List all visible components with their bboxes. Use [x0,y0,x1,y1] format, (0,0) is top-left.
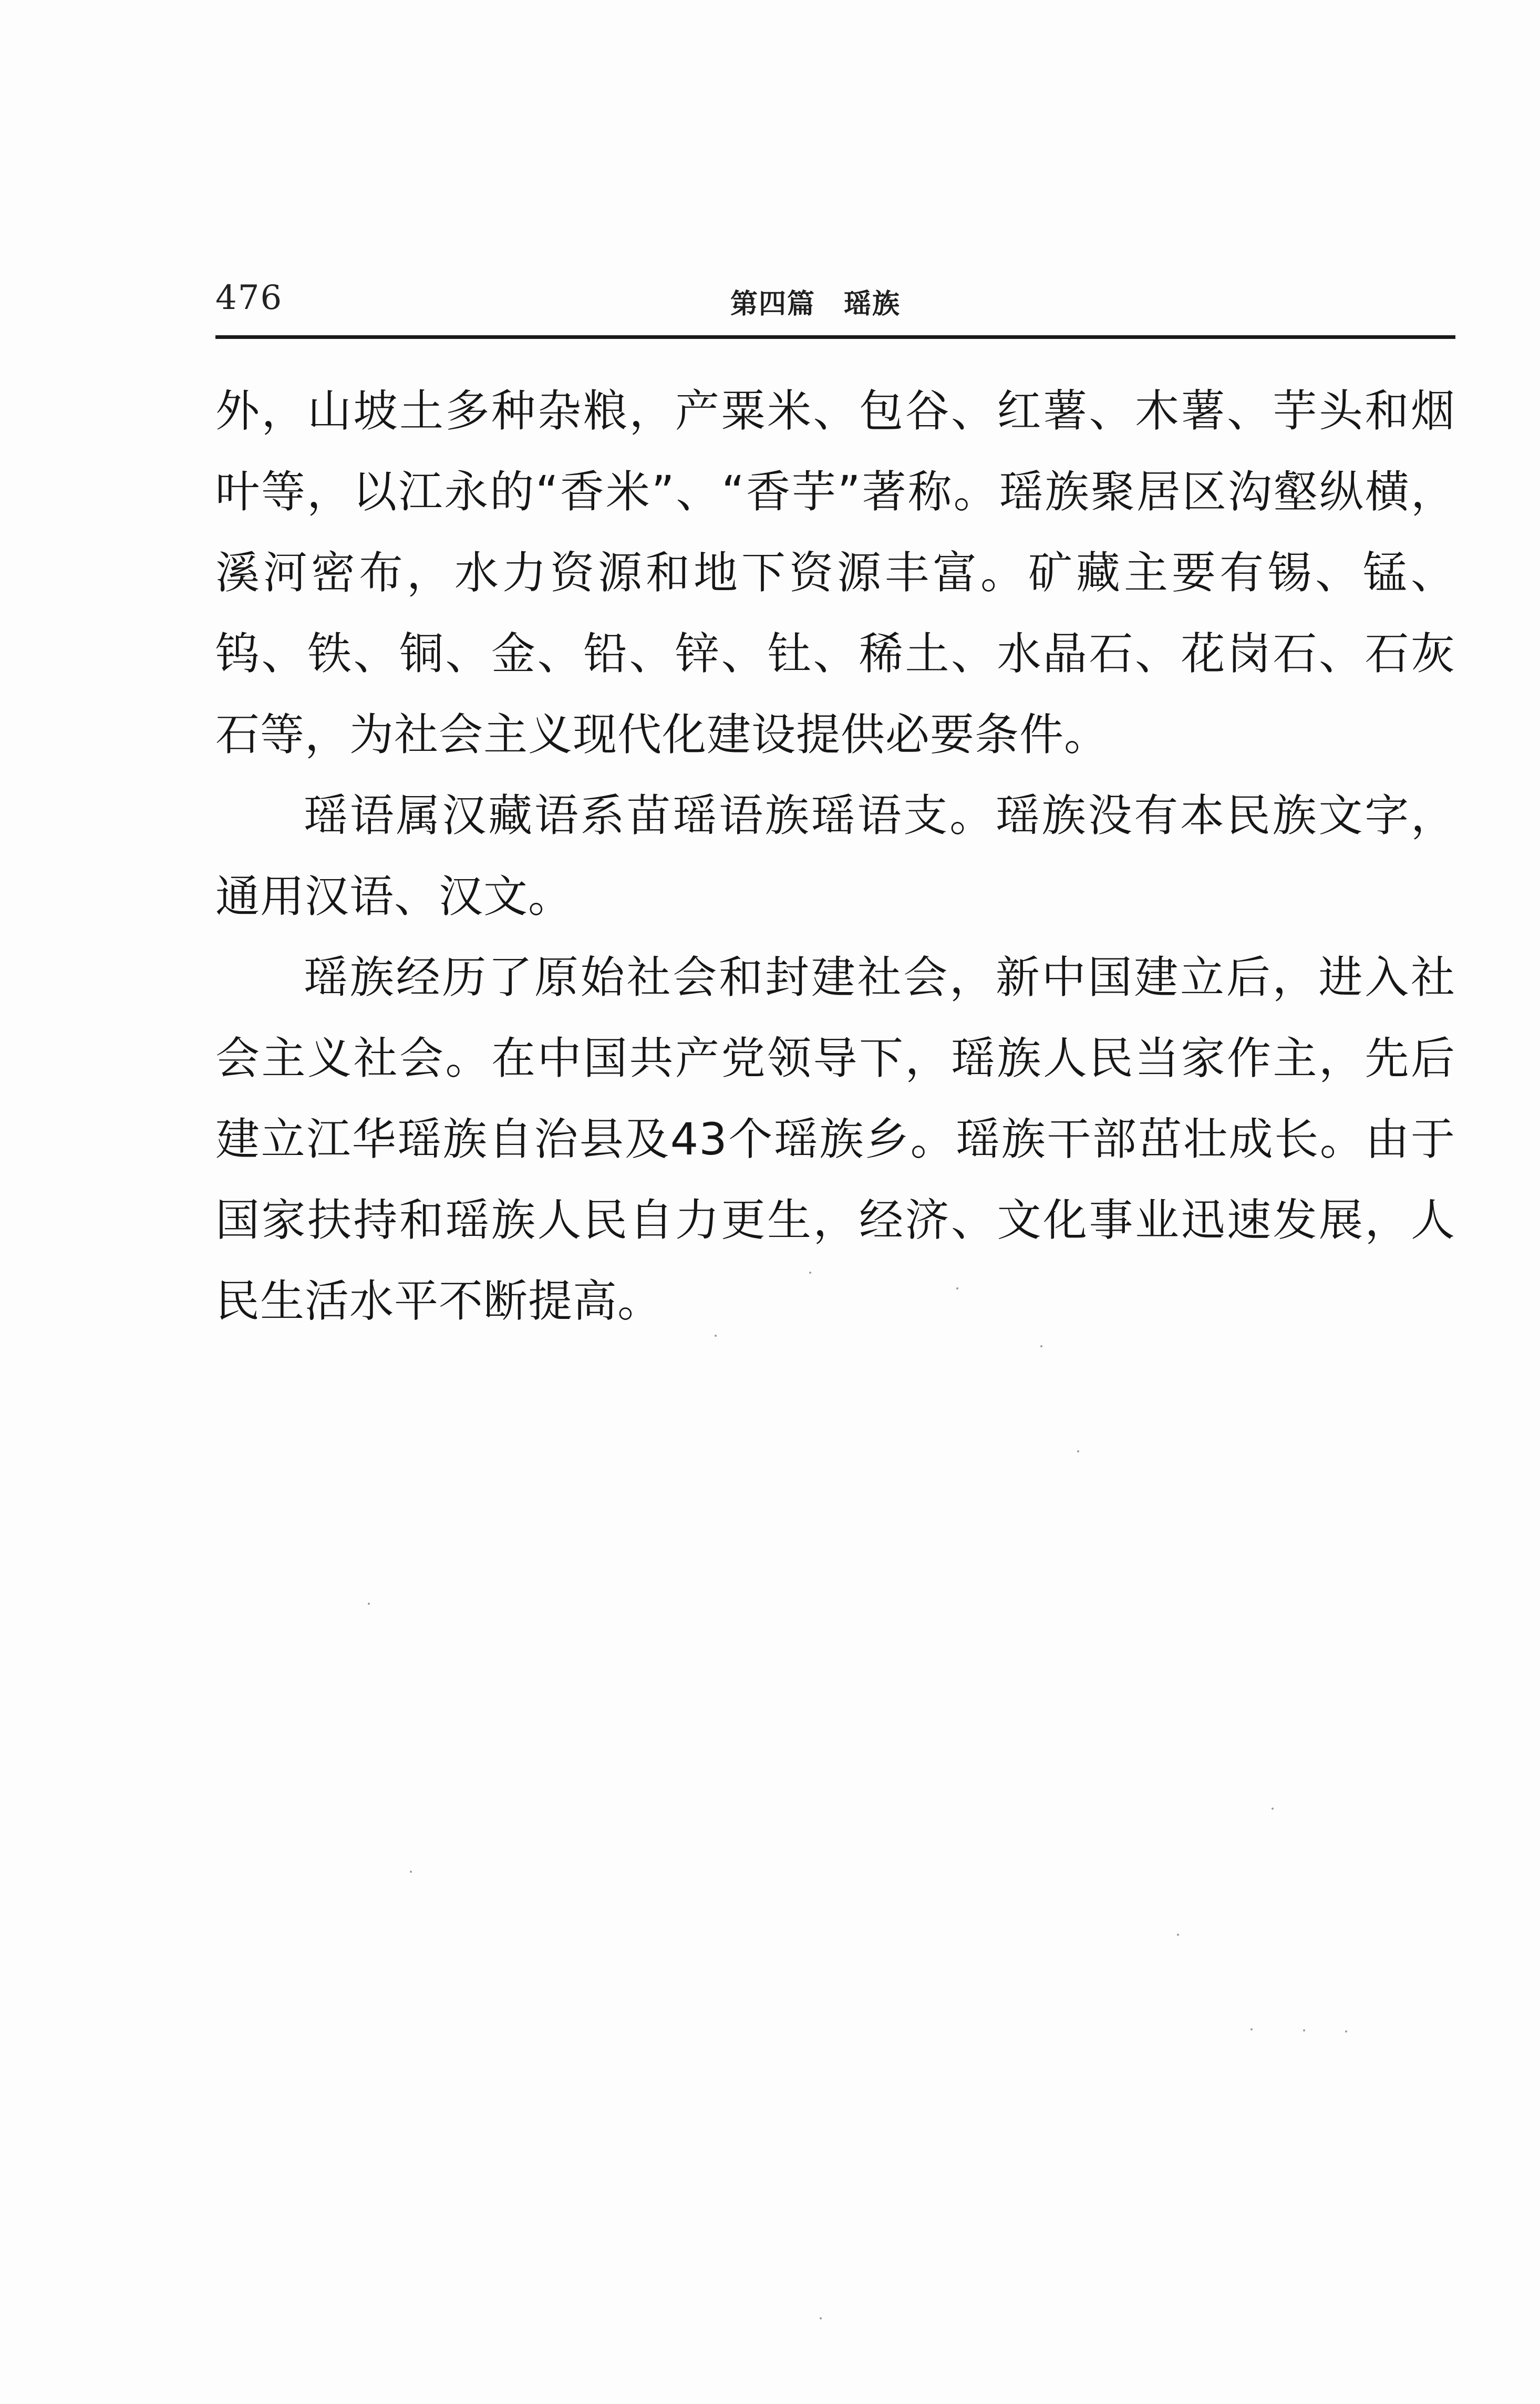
scan-speck [956,1287,958,1289]
paragraph-resources: 外，山坡土多种杂粮，产粟米、包谷、红薯、木薯、芋头和烟叶等，以江永的“香米”、“香芋”著称。瑶族聚居区沟壑纵横，溪河密布，水力资源和地下资源丰富。矿藏主要有锡、锰、钨、铁、铜、金、铅、锌、钍、稀土、水晶石、花岗石、石灰石等，为社会主义现代化建设提供必要条件。 [215,385,1455,760]
scan-speck [1303,2029,1305,2031]
header-rule [215,335,1455,339]
scan-speck [715,1335,717,1337]
scan-speck [410,1871,412,1873]
scan-speck [820,2317,822,2319]
scan-speck [1272,1808,1274,1810]
running-head [215,273,1455,326]
scan-speck [1250,2028,1253,2030]
scan-speck [1345,2030,1347,2032]
scan-speck [1040,1345,1042,1347]
scan-speck [1177,1934,1179,1936]
scan-speck [368,1603,370,1605]
chapter-title: 第四篇 瑶族 [730,288,901,320]
paragraph-language: 瑶语属汉藏语系苗瑶语族瑶语支。瑶族没有本民族文字，通用汉语、汉文。 [215,790,1455,922]
scan-speck [809,1272,811,1274]
paragraph-society: 瑶族经历了原始社会和封建社会，新中国建立后，进入社会主义社会。在中国共产党领导下，瑶族人民当家作主，先后建立江华瑶族自治县及43个瑶族乡。瑶族干部茁壮成长。由于国家扶持和瑶族人民自力更生，经济、文化事业迅速发展，人民生活水平不断提高。 [215,952,1455,1327]
scan-speck [1077,1450,1079,1452]
page-number: 476 [215,278,283,317]
body-text [215,370,1455,1342]
